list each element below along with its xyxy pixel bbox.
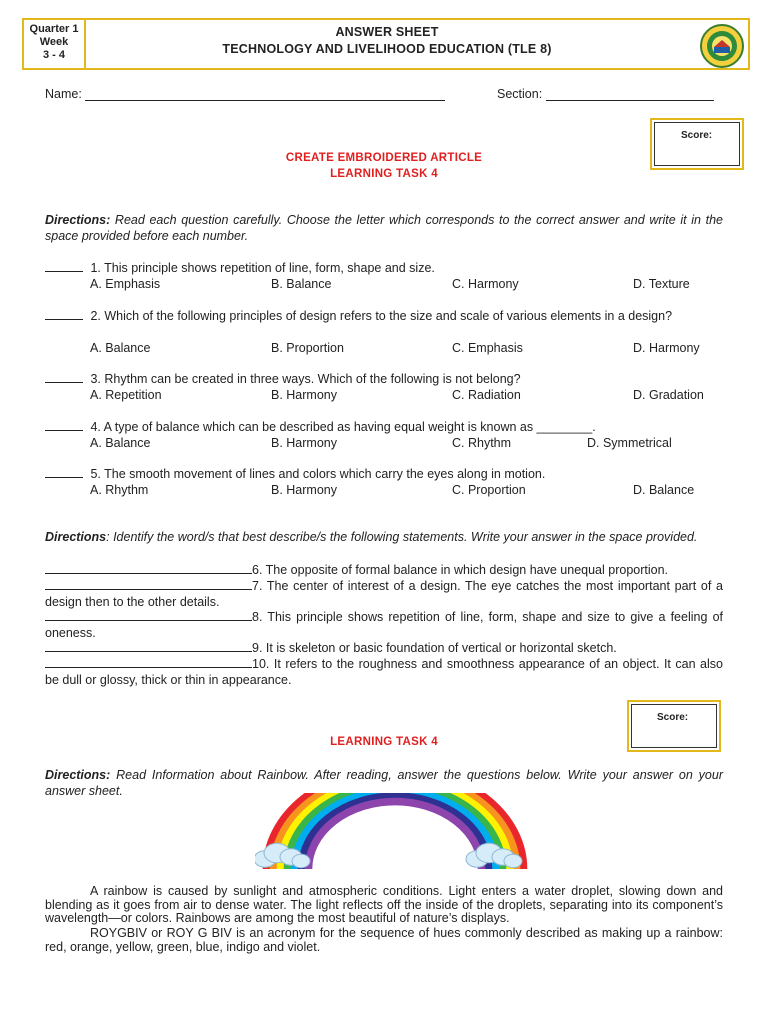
- answer-blank-4[interactable]: [45, 419, 83, 431]
- directions-2: [45, 529, 723, 545]
- answer-blank-5[interactable]: [45, 466, 83, 478]
- q5-option-a: A. Rhythm: [90, 483, 149, 497]
- school-seal-icon: [700, 24, 744, 73]
- item-10-text: 10. It refers to the roughness and smoothness appearance of an object. It can also be dull or glossy, thick or thin in appearance.: [45, 657, 723, 687]
- directions-2-label: Directions: [45, 530, 107, 544]
- item-7: [45, 578, 723, 610]
- directions-2-text: : Identify the word/s that best describe/s the following statements. Write your answer in the space provided.: [106, 530, 698, 544]
- q1-option-d: D. Texture: [633, 277, 690, 291]
- item-9-text: 9. It is skeleton or basic foundation of vertical or horizontal sketch.: [252, 641, 617, 655]
- section-field[interactable]: [497, 87, 714, 101]
- name-label: Name:: [45, 87, 82, 101]
- q1-option-c: C. Harmony: [452, 277, 519, 291]
- question-3-text: 3. Rhythm can be created in three ways. Which of the following is not belong?: [87, 372, 521, 386]
- rainbow-paragraph-1: A rainbow is caused by sunlight and atmospheric conditions. Light enters a water droplet, slowing down and blending as it goes from air to dense water. The light reflects off the inside of the droplets, separating into its component’s wavelength—or colors. Rainbows are among the most beautiful of nature’s displays.: [45, 884, 723, 925]
- quarter-week-box: [24, 20, 86, 68]
- answer-line-6[interactable]: [45, 562, 252, 574]
- q2-option-b: B. Proportion: [271, 341, 344, 355]
- q5-option-c: C. Proportion: [452, 483, 526, 497]
- header-titles: [90, 24, 684, 58]
- directions-1: [45, 212, 723, 244]
- item-8: [45, 609, 723, 641]
- answer-blank-3[interactable]: [45, 371, 83, 383]
- q1-option-b: B. Balance: [271, 277, 332, 291]
- q5-option-b: B. Harmony: [271, 483, 337, 497]
- score-label-2: Score:: [657, 712, 689, 723]
- page-title: ANSWER SHEET: [335, 25, 439, 39]
- week-range: 3 - 4: [42, 49, 65, 61]
- q3-option-d: D. Gradation: [633, 388, 704, 402]
- item-7-text: 7. The center of interest of a design. The eye catches the most important part of a design then to the other details.: [45, 579, 723, 609]
- q5-option-d: D. Balance: [633, 483, 695, 497]
- name-line: [85, 88, 445, 101]
- item-10: [45, 656, 723, 688]
- answer-line-8[interactable]: [45, 609, 252, 621]
- section-label: Section:: [497, 87, 543, 101]
- week-label: Week: [39, 36, 69, 48]
- item-9: [45, 640, 723, 656]
- rainbow-illustration: [255, 793, 535, 876]
- item-6: [45, 562, 723, 578]
- q2-option-a: A. Balance: [90, 341, 151, 355]
- question-3: [45, 371, 723, 387]
- q2-option-d: D. Harmony: [633, 341, 700, 355]
- name-field[interactable]: [45, 87, 445, 101]
- answer-blank-2[interactable]: [45, 308, 83, 320]
- rainbow-paragraph-2: ROYGBIV or ROY G BIV is an acronym for the sequence of hues commonly described as making up a rainbow: red, orange, yellow, green, blue, indigo and violet.: [45, 926, 723, 954]
- score-box-1: [650, 118, 744, 170]
- q3-option-b: B. Harmony: [271, 388, 337, 402]
- task1-title: CREATE EMBROIDERED ARTICLE: [285, 152, 483, 164]
- q1-option-a: A. Emphasis: [90, 277, 161, 291]
- answer-blank-1[interactable]: [45, 260, 83, 272]
- item-6-text: 6. The opposite of formal balance in which design have unequal proportion.: [252, 563, 669, 577]
- directions-3-text: Read Information about Rainbow. After reading, answer the questions below. Write your answer on your answer sheet.: [45, 768, 723, 798]
- question-1-text: 1. This principle shows repetition of line, form, shape and size.: [87, 261, 435, 275]
- question-1: [45, 260, 723, 276]
- question-5-text: 5. The smooth movement of lines and colors which carry the eyes along in motion.: [87, 467, 546, 481]
- q4-option-b: B. Harmony: [271, 436, 337, 450]
- question-5: [45, 466, 723, 482]
- score-box-2: [627, 700, 721, 752]
- question-2: [45, 308, 723, 324]
- item-8-text: 8. This principle shows repetition of line, form, shape and size to give a feeling of oneness.: [45, 610, 723, 640]
- directions-1-label: Directions:: [45, 213, 111, 227]
- task2-title: LEARNING TASK 4: [330, 736, 438, 748]
- q4-option-a: A. Balance: [90, 436, 151, 450]
- task1-heading: [234, 150, 534, 182]
- directions-3-label: Directions:: [45, 768, 111, 782]
- task1-subtitle: LEARNING TASK 4: [330, 168, 438, 180]
- q3-option-a: A. Repetition: [90, 388, 162, 402]
- answer-line-10[interactable]: [45, 656, 252, 668]
- question-4: [45, 419, 723, 435]
- section-line: [546, 88, 714, 101]
- page-subtitle: TECHNOLOGY AND LIVELIHOOD EDUCATION (TLE 8): [222, 42, 552, 56]
- answer-line-9[interactable]: [45, 640, 252, 652]
- q3-option-c: C. Radiation: [452, 388, 521, 402]
- score-label-1: Score:: [681, 130, 713, 141]
- quarter-label: Quarter 1: [29, 23, 79, 35]
- question-4-text: 4. A type of balance which can be described as having equal weight is known as ________.: [87, 420, 596, 434]
- q2-option-c: C. Emphasis: [452, 341, 523, 355]
- q4-option-d: D. Symmetrical: [587, 436, 672, 450]
- directions-1-text: Read each question carefully. Choose the letter which corresponds to the correct answer and write it in the space provided before each number.: [45, 213, 723, 243]
- answer-line-7[interactable]: [45, 578, 252, 590]
- q4-option-c: C. Rhythm: [452, 436, 512, 450]
- question-2-text: 2. Which of the following principles of design refers to the size and scale of various elements in a design?: [87, 309, 673, 323]
